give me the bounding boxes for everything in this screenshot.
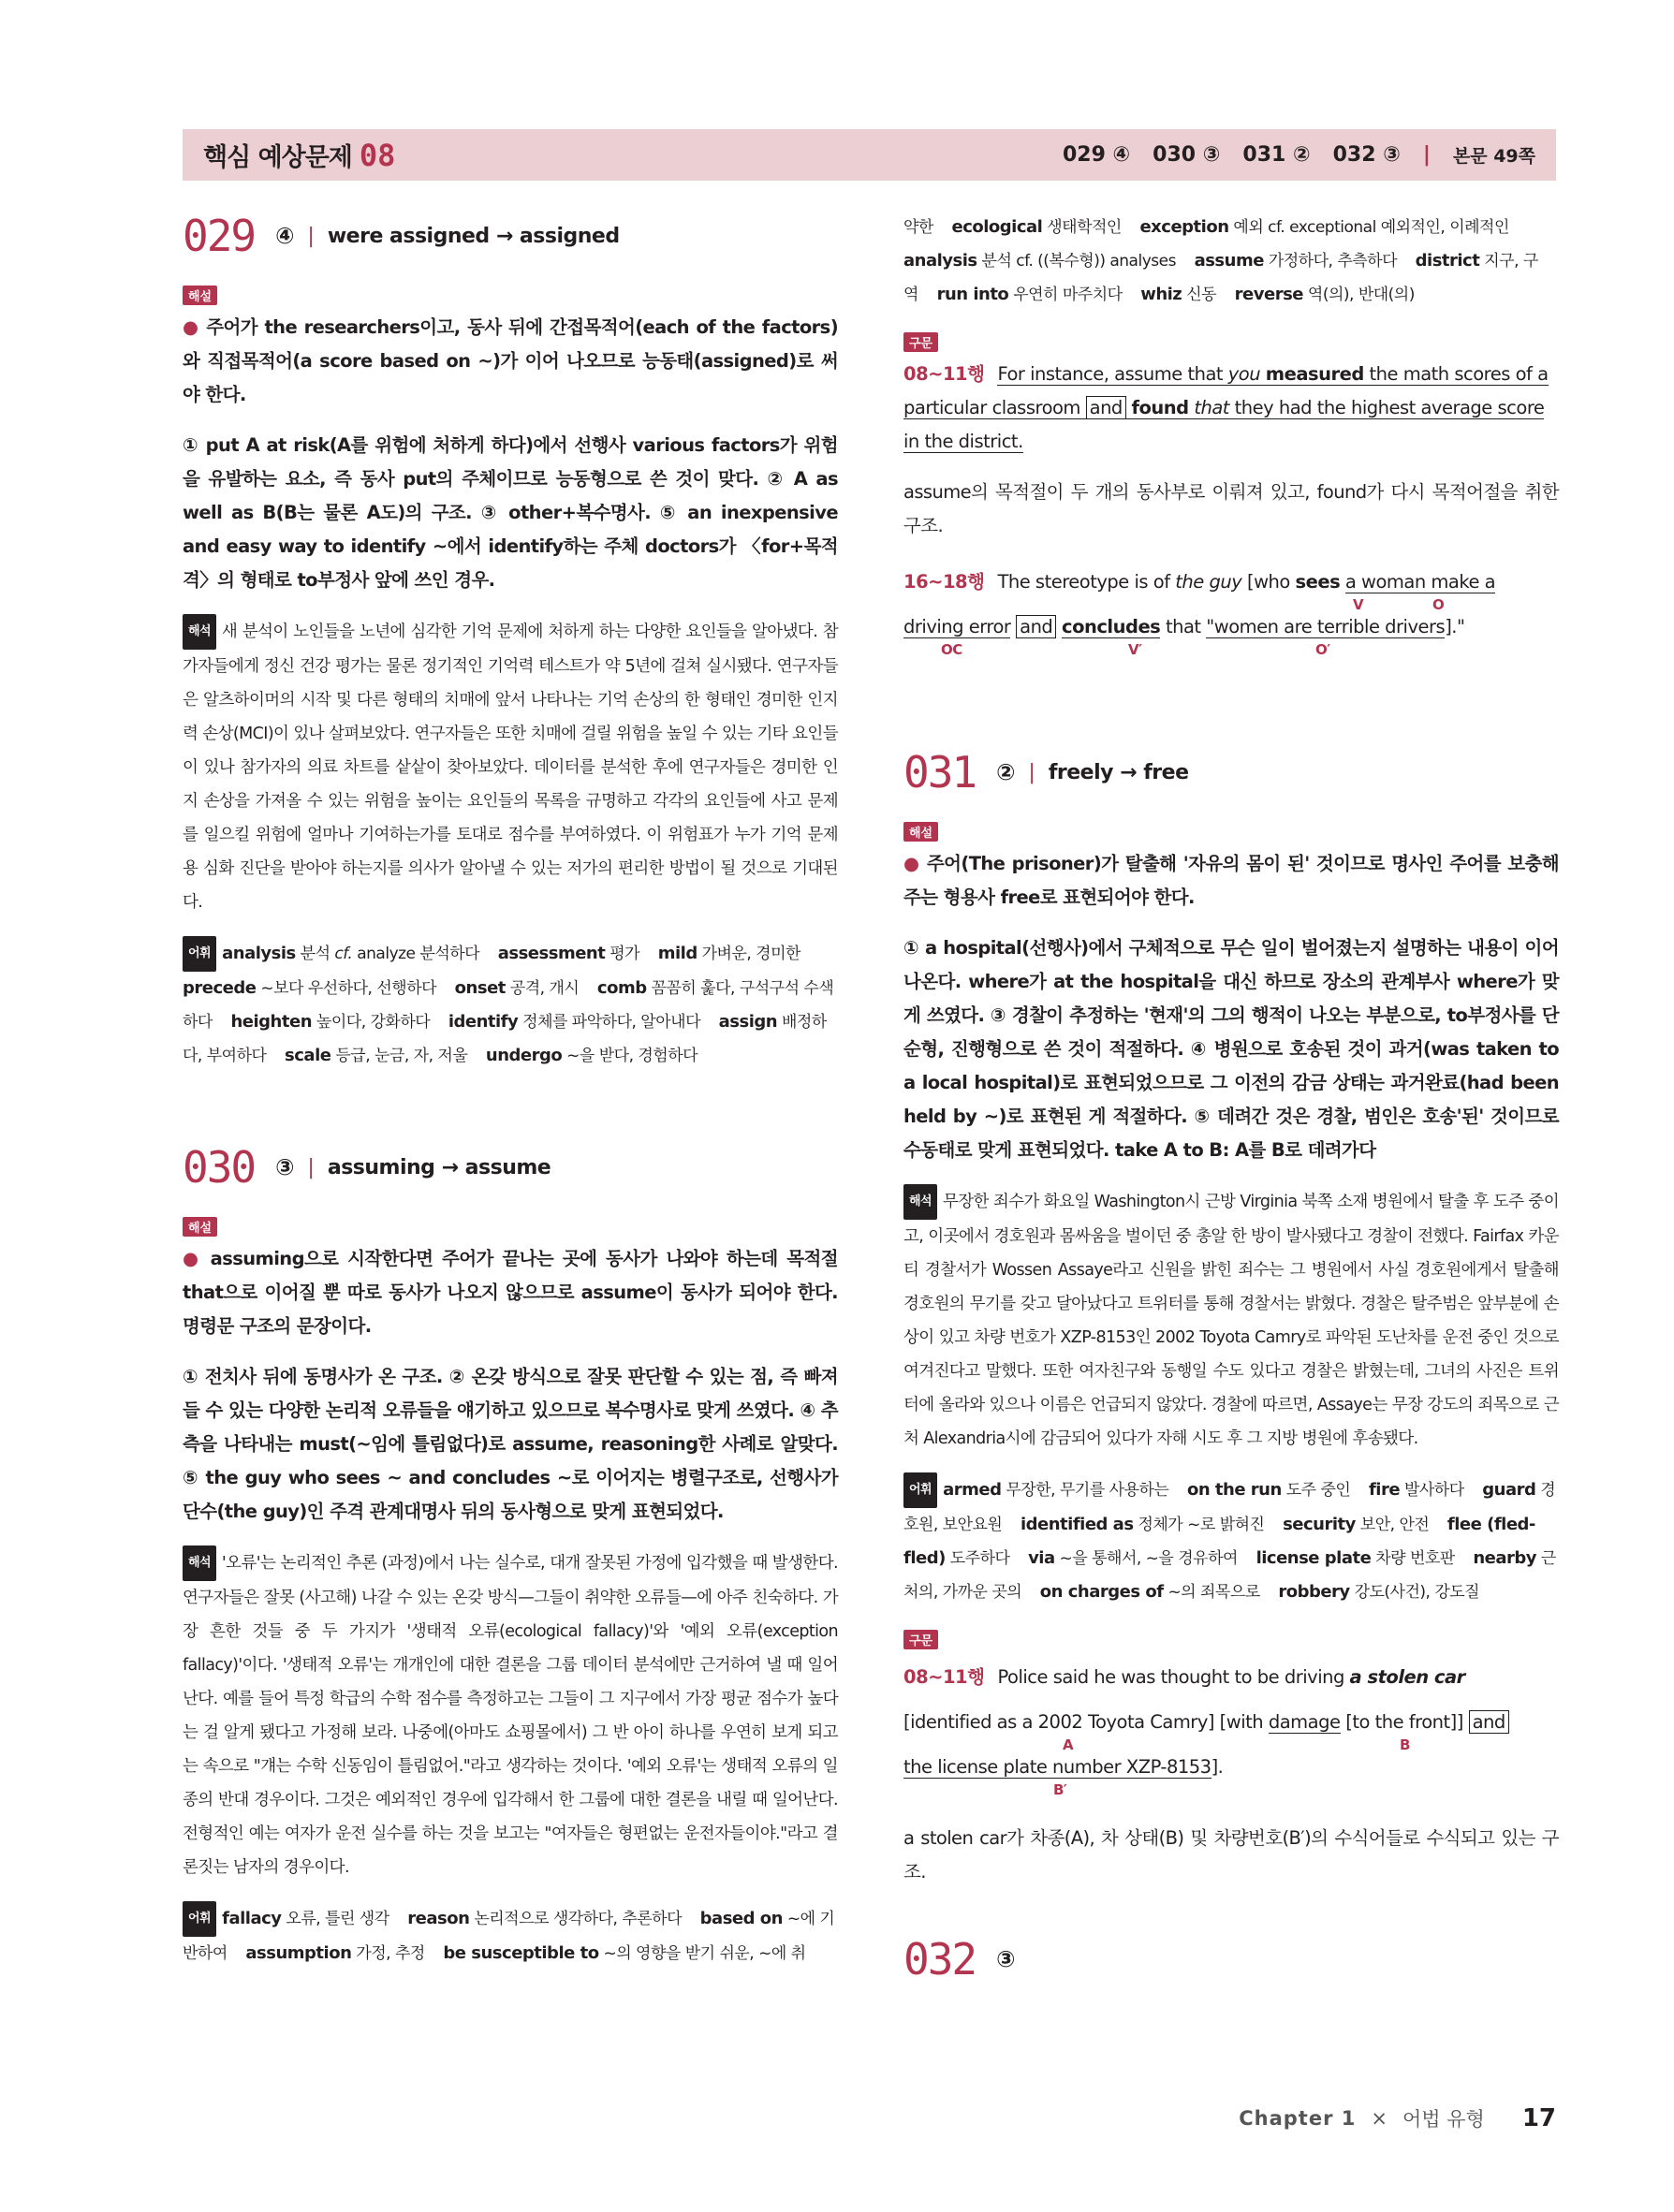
q031-structure-note: a stolen car가 차종(A), 차 상태(B) 및 차량번호(B′)의 수식어들로 수식되고 있는 구조. [903, 1827, 1559, 1882]
header-title: 핵심 예상문제 [203, 143, 352, 172]
translate-tag: 해석 [183, 1545, 216, 1581]
q029-translation: 해석 새 분석이 노인들을 노년에 심각한 기억 문제에 처하게 하는 다양한 요인들을 알아냈다. 참가자들에게 정신 건강 평가는 물론 정기적인 기억력 테스트가 약 5년에 걸쳐 실시됐다. 연구자들은 알츠하이머의 시작 및 다른 형태의 치매에 앞서 나타나는 기억 손상의 한 형태인 경미한 인지력 손상(MCI)이 있나 살펴보았다. 연구자들은 또한 치매에 걸릴 위험을 높일 수 있는 기타 요인들이 있나 참가자의 의료 차트를 샅샅이 찾아보았다. 데이터를 분석한 후에 연구자들은 경미한 인지 손상을 가져올 수 있는 위험을 높이는 요인들의 목록을 규명하고 각각의 요인들에 사고 문제를 일으킬 위험에 얼마나 기여하는가를 토대로 점수를 부여하였다. 이 위험표가 누가 기억 문제용 심화 진단을 받아야 하는지를 의사가 알아낼 수 있는 저가의 편리한 방법이 될 것으로 기대된다. [183, 614, 838, 919]
q029-explain-main: ● 주어가 the researchers이고, 동사 뒤에 간접목적어(each of the factors)와 직접목적어(a score based on ~)가 이어 나오므로 능동태(assigned)로 써야 한다. [183, 316, 839, 405]
q030-number: 030 [183, 1142, 256, 1193]
answer-030: 030 ③ [1153, 143, 1221, 167]
bullet-icon: ● [183, 316, 207, 338]
q030-vocab: 어휘 fallacy 오류, 틀린 생각 reason 논리적으로 생각하다, 추론하다 based on ~에 기반하여 assumption 가정, 추정 be susceptible to ~의 영향을 받기 쉬운, ~에 취 [183, 1901, 838, 1970]
bullet-icon: ● [903, 853, 927, 874]
answer-029: 029 ④ [1062, 143, 1131, 167]
left-column [183, 211, 838, 1987]
q032-heading [903, 1934, 1559, 1985]
header-separator: | [1422, 143, 1431, 167]
footer-chapter: Chapter 1 [1239, 2107, 1357, 2130]
structure-tag: 구문 [903, 1630, 938, 1649]
q032-answer: ③ [996, 1946, 1016, 1972]
q030-structure-sentence-2: 16~18행 The stereotype is of the guy [who sees a woman make a V O driving error and concludes that "women are terrible drivers]." OC V′ O′ [903, 571, 1496, 658]
explain-tag: 해설 [183, 286, 217, 305]
q030-heading [183, 1142, 838, 1193]
q029-bar: | [307, 224, 315, 248]
q030-translation: 해석 '오류'는 논리적인 추론 (과정)에서 나는 실수로, 대개 잘못된 가정에 입각했을 때 발생한다. 연구자들은 잘못 (사고해) 나갈 수 있는 온갖 방식—그들이 취약한 오류들—에 아주 친숙하다. 가장 흔한 것들 중 두 가지가 '생태적 오류(ecological fallacy)'와 '예외 오류(exception fallacy)'이다. '생태적 오류'는 개개인에 대한 결론을 그룹 데이터 분석에만 근거하여 낼 때 일어난다. 예를 들어 특정 학급의 수학 점수를 측정하고는 그들이 그 지구에서 가장 평균 점수가 높다는 걸 알게 됐다고 가정해 보라. 나중에(아마도 쇼핑몰에서) 그 반 아이 하나를 우연히 보게 되고는 속으로 "걔는 수학 신동임이 틀림없어."라고 생각하는 것이다. '예외 오류'는 생태적 오류의 일종의 반대 경우이다. 그것은 예외적인 경우에 입각해서 한 그룹에 대한 결론을 내릴 때 일어난다. 전형적인 예는 여자가 운전 실수를 하는 것을 보고는 "여자들은 형편없는 운전자들이야."라고 결론짓는 남자의 경우이다. [183, 1545, 838, 1884]
q029-vocab: 어휘 analysis 분석 cf. analyze 분석하다 assessment 평가 mild 가벼운, 경미한 precede ~보다 우선하다, 선행하다 onset 공격, 개시 comb 꼼꼼히 훑다, 구석구석 수색하다 heighten 높이다, 강화하다 identify 정체를 파악하다, 알아내다 assign 배정하다, 부여하다 scale 등급, 눈금, 자, 저울 undergo ~을 받다, 경험하다 [183, 936, 838, 1073]
vocab-tag: 어휘 [183, 1901, 216, 1937]
q030-explain-main: ● assuming으로 시작한다면 주어가 끝나는 곳에 동사가 나와야 하는데 목적절 that으로 이어질 뿐 따로 동사가 나오지 않으므로 assume이 동사가 되어야 한다. 명령문 구조의 문장이다. [183, 1248, 838, 1337]
q031-explain-main: ● 주어(The prisoner)가 탈출해 '자유의 몸이 된' 것이므로 명사인 주어를 보충해 주는 형용사 free로 표현되어야 한다. [903, 853, 1559, 908]
bullet-icon: ● [183, 1248, 211, 1269]
q031-answer: ② [996, 759, 1016, 785]
q031-bar: | [1028, 760, 1035, 784]
header-answers [1063, 142, 1535, 168]
q031-number: 031 [903, 747, 976, 798]
q031-structure-sentence: 08~11행 Police said he was thought to be driving a stolen car [identified as a 2002 Toyota Camry] [with damage [to the front]] and A B the license plate number XZP-8153]. B′ [903, 1655, 1559, 1790]
q030-explain-rest: ① 전치사 뒤에 동명사가 온 구조. ② 온갖 방식으로 잘못 판단할 수 있는 점, 즉 빠져들 수 있는 다양한 논리적 오류들을 얘기하고 있으므로 복수명사로 맞게 쓰였다. ④ 추측을 나타내는 must(~임에 틀림없다)로 assume, reasoning한 사례로 알맞다. ⑤ the guy who sees ~ and concludes ~로 이어지는 병렬구조로, 선행사가 단수(the guy)인 주격 관계대명사 뒤의 동사형으로 맞게 표현되었다. [183, 1366, 838, 1522]
q029-number: 029 [183, 211, 256, 261]
q029-heading [183, 211, 838, 261]
q031-translation: 해석 무장한 죄수가 화요일 Washington시 근방 Virginia 북쪽 소재 병원에서 탈출 후 도주 중이고, 이곳에서 경호원과 몸싸움을 벌이던 중 총알 한 방이 발사됐다고 경찰이 전했다. Fairfax 카운티 경찰서가 Wossen Assaye라고 신원을 밝힌 죄수는 그 병원에서 사실 경호원에게서 탈출해 경호원의 무기를 갖고 달아났다고 트위터를 통해 경찰서는 밝혔다. 경찰은 탈주범은 앞부분에 손상이 있고 차량 번호가 XZP-8153인 2002 Toyota Camry로 파악된 도난차를 운전 중인 것으로 여겨진다고 말했다. 또한 여자친구와 동행일 수도 있다고 경찰은 밝혔는데, 그녀의 사진은 트위터에 올라와 있으나 이름은 언급되지 않았다. 경찰에 따르면, Assaye는 무장 강도의 죄목으로 근처 Alexandria시에 감금되어 있다가 자해 시도 후 그 지방 병원에 후송됐다. [903, 1184, 1559, 1456]
q032-number: 032 [903, 1934, 976, 1985]
right-column [903, 211, 1559, 2005]
vocab-tag: 어휘 [903, 1472, 937, 1508]
q031-explain-rest: ① a hospital(선행사)에서 구체적으로 무슨 일이 벌어졌는지 설명하는 내용이 이어 나온다. where가 at the hospital을 대신 하므로 장소의 관계부사 where가 맞게 쓰였다. ③ 경찰이 추정하는 '현재'의 그의 행적이 나오는 부분으로, to부정사를 단순형, 진행형으로 쓴 것이 적절하다. ④ 병원으로 호송된 것이 과거(was taken to a local hospital)로 표현되었으므로 그 이전의 감금 상태는 과거완료(had been held by ~)로 표현된 게 적절하다. ⑤ 데려간 것은 경찰, 범인은 호송'된' 것이므로 수동태로 맞게 표현되었다. take A to B: A를 B로 데려가다 [903, 937, 1559, 1161]
explain-tag: 해설 [183, 1217, 217, 1237]
q031-heading [903, 747, 1559, 798]
footer-x: × [1371, 2107, 1388, 2130]
q029-correction: were assigned → assigned [327, 224, 620, 248]
q029-explain-rest: ① put A at risk(A를 위험에 처하게 하다)에서 선행사 various factors가 위험을 유발하는 요소, 즉 동사 put의 주체이므로 능동형으로 쓴 것이 맞다. ② A as well as B(B는 물론 A도)의 구조. ③ other+복수명사. ⑤ an inexpensive and easy way to identify ~에서 identify하는 주체 doctors가 〈for+목적격〉의 형태로 to부정사 앞에 쓰인 경우. [183, 434, 838, 591]
header-bar [183, 129, 1556, 181]
q030-bar: | [307, 1155, 315, 1179]
page-footer [1239, 2104, 1556, 2132]
header-number: 08 [359, 137, 396, 173]
answer-032: 032 ③ [1332, 143, 1401, 167]
q031-vocab: 어휘 armed 무장한, 무기를 사용하는 on the run 도주 중인 fire 발사하다 guard 경호원, 보안요원 identified as 정체가 ~로 밝혀진 security 보안, 안전 flee (fled-fled) 도주하다 via ~을 통해서, ~을 경유하여 license plate 차량 번호판 nearby 근처의, 가까운 곳의 on charges of ~의 죄목으로 robbery 강도(사건), 강도질 [903, 1472, 1559, 1609]
vocab-tag: 어휘 [183, 936, 216, 972]
q030-structure-sentence-1: 08~11행 For instance, assume that you measured the math scores of a particular classroom and found that they had the highest average score in the district. [903, 363, 1549, 452]
answer-031: 031 ② [1242, 143, 1311, 167]
footer-subject: 어법 유형 [1402, 2108, 1485, 2131]
q030-correction: assuming → assume [327, 1155, 551, 1179]
q029-answer: ④ [275, 223, 295, 249]
q030-vocab-continued: 약한 ecological 생태학적인 exception 예외 cf. exceptional 예외적인, 이례적인 analysis 분석 cf. ((복수형)) analyses assume 가정하다, 추측하다 district 지구, 구역 run into 우연히 마주치다 whiz 신동 reverse 역(의), 반대(의) [903, 217, 1538, 304]
q031-correction: freely → free [1048, 760, 1189, 784]
page-number: 17 [1521, 2104, 1556, 2132]
translate-tag: 해석 [903, 1184, 937, 1220]
q030-answer: ③ [275, 1154, 295, 1180]
q030-structure-note-1: assume의 목적절이 두 개의 동사부로 이뤄져 있고, found가 다시 목적어절을 취한 구조. [903, 481, 1559, 536]
structure-tag: 구문 [903, 332, 938, 352]
translate-tag: 해석 [183, 614, 216, 650]
explain-tag: 해설 [903, 822, 938, 842]
header-page-ref: 본문 49쪽 [1452, 146, 1535, 167]
